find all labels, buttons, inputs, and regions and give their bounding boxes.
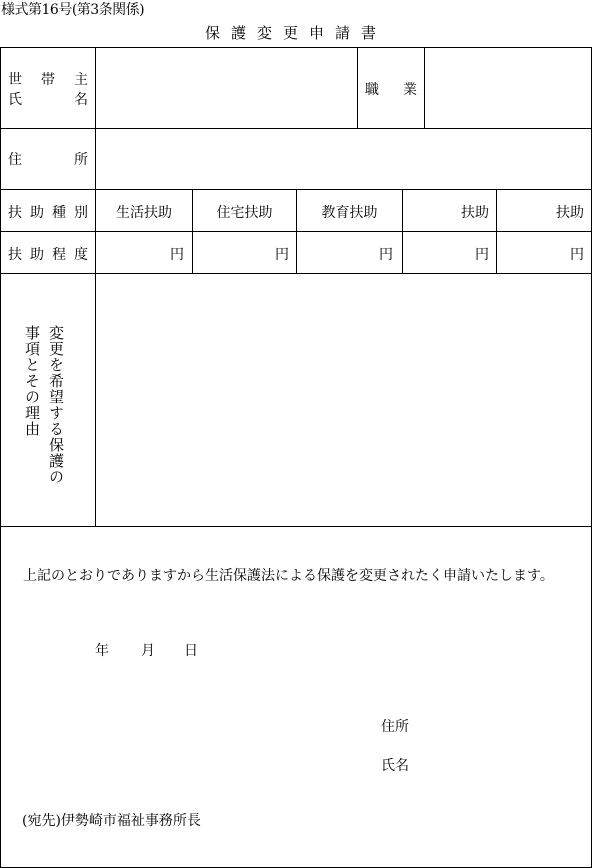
date-month-label: 月 bbox=[141, 643, 155, 659]
addressee: (宛先)伊勢崎市福祉事務所長 bbox=[22, 813, 201, 829]
aid-type-education: 教育扶助 bbox=[321, 205, 378, 221]
aid-type-housing: 住宅扶助 bbox=[216, 205, 273, 221]
occupation-field[interactable] bbox=[426, 49, 589, 127]
application-statement: 上記のとおりでありますから生活保護法による保護を変更されたく申請いたします。 bbox=[23, 568, 554, 584]
aid-amount-cell[interactable]: 円 bbox=[275, 247, 289, 263]
form-number: 様式第16号(第3条関係) bbox=[1, 2, 145, 18]
aid-type-other-1: 扶助 bbox=[461, 205, 489, 221]
applicant-address-label: 住所 bbox=[381, 719, 409, 735]
divider bbox=[357, 48, 358, 128]
aid-type-other-2: 扶助 bbox=[556, 205, 584, 221]
label-column-divider bbox=[95, 48, 96, 526]
label-char: 種 bbox=[52, 205, 66, 221]
label-char: 氏 bbox=[8, 92, 22, 108]
aid-amount-cell[interactable]: 円 bbox=[379, 247, 393, 263]
form-title: 保護変更申請書 bbox=[204, 24, 387, 42]
label-char: 助 bbox=[30, 205, 44, 221]
date-day-label: 日 bbox=[184, 643, 198, 659]
label-char: 助 bbox=[30, 247, 44, 263]
label-char: 主 bbox=[74, 72, 88, 88]
address-field[interactable] bbox=[97, 130, 589, 188]
label-char: 程 bbox=[52, 247, 66, 263]
aid-amount-cell[interactable]: 円 bbox=[570, 247, 584, 263]
aid-amount-cell[interactable]: 円 bbox=[475, 247, 489, 263]
aid-amount-cell[interactable]: 円 bbox=[170, 247, 184, 263]
address-label bbox=[8, 149, 88, 169]
divider bbox=[0, 273, 592, 274]
label-char: 名 bbox=[74, 92, 88, 108]
label-char: 職 bbox=[365, 82, 379, 98]
reason-label-line1: 変更を希望する保護の bbox=[47, 325, 65, 485]
label-char: 帯 bbox=[41, 72, 55, 88]
aid-type-label bbox=[8, 202, 88, 222]
label-char: 所 bbox=[74, 152, 88, 168]
reason-label-line2: 事項とその理由 bbox=[23, 325, 41, 437]
reason-field[interactable] bbox=[97, 275, 589, 525]
divider bbox=[424, 48, 425, 128]
label-char: 世 bbox=[8, 72, 22, 88]
date-year-label: 年 bbox=[95, 643, 109, 659]
head-of-household-field[interactable] bbox=[97, 49, 356, 127]
divider bbox=[0, 128, 592, 129]
head-of-household-label bbox=[8, 69, 88, 109]
label-char: 扶 bbox=[8, 205, 22, 221]
aid-amount-label bbox=[8, 244, 88, 264]
label-char: 度 bbox=[74, 247, 88, 263]
label-char: 住 bbox=[8, 152, 22, 168]
label-char: 業 bbox=[403, 82, 417, 98]
divider bbox=[0, 526, 592, 527]
occupation-label bbox=[365, 79, 417, 99]
aid-type-living: 生活扶助 bbox=[116, 205, 172, 221]
label-char: 別 bbox=[74, 205, 88, 221]
label-char: 扶 bbox=[8, 247, 22, 263]
applicant-name-label: 氏名 bbox=[381, 758, 409, 774]
